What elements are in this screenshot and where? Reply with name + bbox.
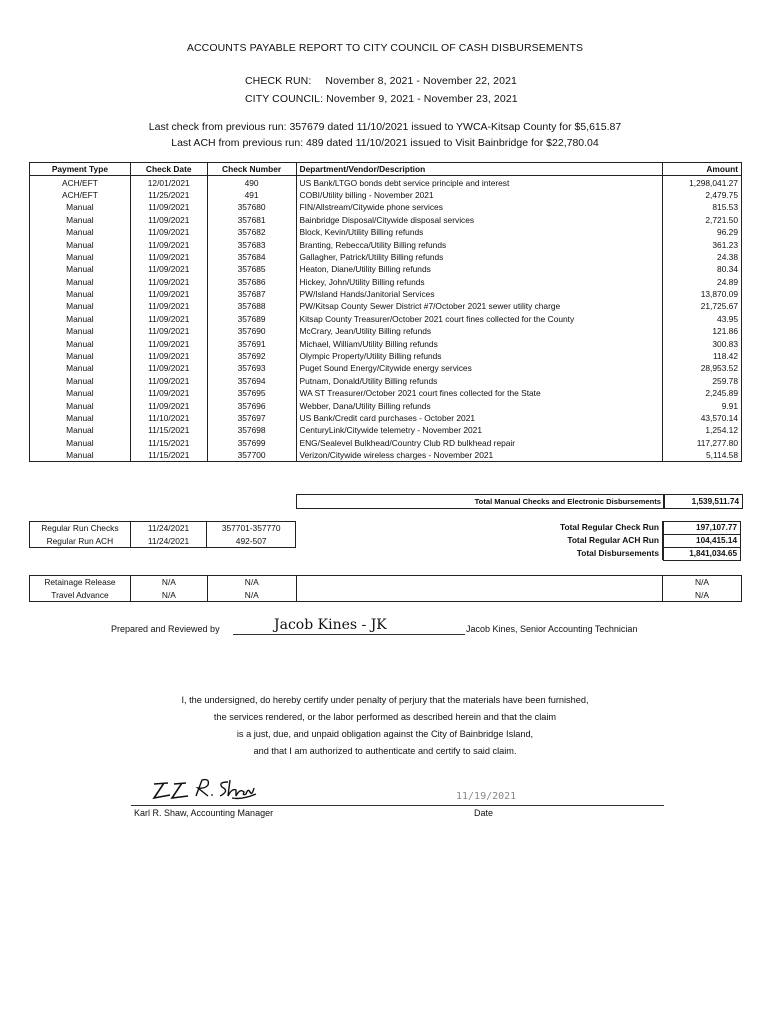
- certification-line-3: is a just, due, and unpaid obligation against the City of Bainbridge Island,: [236, 729, 534, 739]
- table-row: [30, 201, 742, 213]
- table-row: [30, 176, 742, 189]
- cell-payment-type: Manual: [30, 276, 131, 288]
- cell-description: Verizon/Citywide wireless charges - November 2021: [296, 449, 663, 462]
- cell-description: Olympic Property/Utility Billing refunds: [296, 350, 663, 362]
- cell-check-number: 357682: [207, 226, 296, 238]
- cell-amount: 43.95: [663, 313, 742, 325]
- manual-total-value: 1,539,511.74: [691, 497, 739, 506]
- cell-payment-type: Manual: [30, 449, 131, 462]
- cell-description: PW/Island Hands/Janitorial Services: [296, 288, 663, 300]
- cell-amount: 21,725.67: [663, 300, 742, 312]
- cell-payment-type: Manual: [30, 337, 131, 349]
- regular-run-type: Regular Run ACH: [30, 534, 131, 547]
- cell-check-date: 11/09/2021: [130, 201, 207, 213]
- cell-check-date: 11/10/2021: [130, 412, 207, 424]
- last-check-note: Last check from previous run: 357679 dated 11/10/2021 issued to YWCA-Kitsap County for $5,615.87: [148, 121, 622, 133]
- table-row: [30, 412, 742, 424]
- other-item-amount: N/A: [695, 589, 710, 600]
- approval-date-value: 11/19/2021: [456, 791, 517, 802]
- cell-check-date: 11/09/2021: [130, 375, 207, 387]
- cell-description: US Bank/LTGO bonds debt service principle and interest: [296, 176, 663, 189]
- cell-check-date: 11/09/2021: [130, 325, 207, 337]
- cell-amount: 43,570.14: [663, 412, 742, 424]
- cell-amount: 121.86: [663, 325, 742, 337]
- table-row: [30, 399, 742, 411]
- table-body: [30, 176, 742, 462]
- other-item-date: N/A: [130, 576, 207, 589]
- last-ach-note: Last ACH from previous run: 489 dated 11/10/2021 issued to Visit Bainbridge for $22,780.04: [171, 137, 599, 149]
- cell-description: Putnam, Donald/Utility Billing refunds: [296, 375, 663, 387]
- cell-check-number: 357680: [207, 201, 296, 213]
- cell-check-number: 357697: [207, 412, 296, 424]
- cell-description: Michael, William/Utility Billing refunds: [296, 337, 663, 349]
- cell-amount: 5,114.58: [663, 449, 742, 462]
- regular-run-number: 492-507: [235, 535, 267, 546]
- manager-name: Karl R. Shaw, Accounting Manager: [134, 808, 274, 818]
- cell-check-date: 11/15/2021: [130, 437, 207, 449]
- col-payment-type: Payment Type: [30, 163, 131, 176]
- other-items-table: [29, 575, 742, 602]
- cell-check-date: 11/09/2021: [130, 362, 207, 374]
- cell-check-number: 357687: [207, 288, 296, 300]
- cell-check-date: 11/09/2021: [130, 313, 207, 325]
- cell-check-date: 11/09/2021: [130, 399, 207, 411]
- other-items-body: [30, 576, 742, 602]
- cell-payment-type: Manual: [30, 350, 131, 362]
- cell-description: Branting, Rebecca/Utility Billing refunds: [296, 238, 663, 250]
- other-item-row: [30, 576, 742, 589]
- table-row: [30, 325, 742, 337]
- table-row: [30, 350, 742, 362]
- cell-amount: 96.29: [663, 226, 742, 238]
- cell-amount: 2,479.75: [663, 189, 742, 201]
- manual-total-label-box: [296, 494, 665, 509]
- regular-run-date: 11/24/2021: [130, 534, 207, 547]
- table-row: [30, 375, 742, 387]
- regular-run-row: [30, 534, 296, 547]
- cell-check-number: 490: [207, 176, 296, 189]
- table-row: [30, 189, 742, 201]
- cell-description: McCrary, Jean/Utility Billing refunds: [296, 325, 663, 337]
- cell-description: FIN/Allstream/Citywide phone services: [296, 201, 663, 213]
- cell-payment-type: Manual: [30, 313, 131, 325]
- cell-amount: 24.38: [663, 251, 742, 263]
- other-item-desc: [296, 576, 662, 589]
- other-item-amount: N/A: [695, 577, 710, 588]
- cell-check-date: 11/09/2021: [130, 300, 207, 312]
- cell-payment-type: Manual: [30, 412, 131, 424]
- cell-check-date: 11/09/2021: [130, 288, 207, 300]
- prepared-signature: Jacob Kines - JK: [274, 617, 387, 633]
- cell-payment-type: Manual: [30, 288, 131, 300]
- cell-payment-type: Manual: [30, 399, 131, 411]
- prepared-title: Jacob Kines, Senior Accounting Technician: [466, 624, 638, 634]
- regular-run-row: [30, 522, 296, 535]
- cell-amount: 9.91: [663, 399, 742, 411]
- cell-check-number: 357691: [207, 337, 296, 349]
- cell-check-number: 357690: [207, 325, 296, 337]
- cell-check-number: 357688: [207, 300, 296, 312]
- cell-payment-type: Manual: [30, 387, 131, 399]
- prepared-label: Prepared and Reviewed by: [111, 624, 220, 634]
- cell-check-number: 357684: [207, 251, 296, 263]
- check-run-value: November 8, 2021 - November 22, 2021: [325, 75, 517, 87]
- cell-payment-type: Manual: [30, 362, 131, 374]
- signature-scribble-icon: [150, 774, 260, 804]
- cell-check-date: 11/09/2021: [130, 226, 207, 238]
- certification-line-4: and that I am authorized to authenticate and certify to said claim.: [253, 746, 517, 756]
- cell-amount: 1,254.12: [663, 424, 742, 436]
- cell-amount: 24.89: [663, 276, 742, 288]
- cell-description: WA ST Treasurer/October 2021 court fines collected for the State: [296, 387, 663, 399]
- regular-check-total-value: 197,107.77: [663, 521, 741, 535]
- regular-run-date: 11/24/2021: [130, 522, 207, 535]
- table-row: [30, 362, 742, 374]
- certification-text: [0, 692, 770, 760]
- cell-check-number: 357698: [207, 424, 296, 436]
- cell-amount: 13,870.09: [663, 288, 742, 300]
- cell-check-number: 357685: [207, 263, 296, 275]
- table-row: [30, 276, 742, 288]
- cell-check-number: 357686: [207, 276, 296, 288]
- other-item-desc: [296, 588, 662, 601]
- manual-total-label: Total Manual Checks and Electronic Disbursements: [474, 497, 661, 506]
- total-disbursements-label: Total Disbursements: [296, 547, 663, 560]
- cell-description: Puget Sound Energy/Citywide energy services: [296, 362, 663, 374]
- table-row: [30, 300, 742, 312]
- cell-payment-type: Manual: [30, 226, 131, 238]
- regular-totals-values: [663, 521, 741, 561]
- cell-check-number: 357681: [207, 214, 296, 226]
- cell-payment-type: Manual: [30, 375, 131, 387]
- table-row: [30, 449, 742, 462]
- table-row: [30, 387, 742, 399]
- table-row: [30, 424, 742, 436]
- cell-check-number: 491: [207, 189, 296, 201]
- council-line: [245, 93, 518, 105]
- regular-run-body: [30, 522, 296, 548]
- cell-payment-type: Manual: [30, 325, 131, 337]
- regular-check-total-label: Total Regular Check Run: [296, 521, 663, 534]
- cell-payment-type: ACH/EFT: [30, 176, 131, 189]
- cell-amount: 2,245.89: [663, 387, 742, 399]
- cell-check-date: 11/15/2021: [130, 424, 207, 436]
- council-label: CITY COUNCIL:: [245, 93, 324, 105]
- cell-amount: 361.23: [663, 238, 742, 250]
- regular-run-number: 357701-357770: [221, 523, 281, 534]
- cell-description: COBI/Utility billing - November 2021: [296, 189, 663, 201]
- cell-description: US Bank/Credit card purchases - October 2021: [296, 412, 663, 424]
- other-item-date: N/A: [130, 588, 207, 601]
- other-item-type: Travel Advance: [30, 588, 131, 601]
- manual-total-value-box: [663, 494, 743, 509]
- cell-payment-type: Manual: [30, 238, 131, 250]
- cell-description: Gallagher, Patrick/Utility Billing refunds: [296, 251, 663, 263]
- cell-check-date: 11/09/2021: [130, 276, 207, 288]
- cell-check-number: 357683: [207, 238, 296, 250]
- cell-amount: 259.78: [663, 375, 742, 387]
- cell-check-number: 357692: [207, 350, 296, 362]
- cell-check-number: 357696: [207, 399, 296, 411]
- cell-check-date: 11/09/2021: [130, 263, 207, 275]
- cell-check-number: 357693: [207, 362, 296, 374]
- cell-description: ENG/Sealevel Bulkhead/Country Club RD bulkhead repair: [296, 437, 663, 449]
- other-item-row: [30, 588, 742, 601]
- cell-payment-type: Manual: [30, 263, 131, 275]
- approval-date-label: Date: [474, 808, 494, 818]
- cell-description: Heaton, Diane/Utility Billing refunds: [296, 263, 663, 275]
- cell-check-date: 11/09/2021: [130, 387, 207, 399]
- disbursements-table: [29, 162, 742, 462]
- cell-description: PW/Kitsap County Sewer District #7/October 2021 sewer utility charge: [296, 300, 663, 312]
- cell-check-number: 357694: [207, 375, 296, 387]
- regular-run-table: [29, 521, 296, 548]
- cell-check-number: 357695: [207, 387, 296, 399]
- table-row: [30, 437, 742, 449]
- table-row: [30, 226, 742, 238]
- table-row: [30, 313, 742, 325]
- total-disbursements-value: 1,841,034.65: [663, 548, 741, 561]
- cell-check-date: 11/09/2021: [130, 238, 207, 250]
- table-row: [30, 337, 742, 349]
- other-item-number: N/A: [207, 576, 296, 589]
- regular-ach-total-label: Total Regular ACH Run: [296, 534, 663, 547]
- manager-signature: [150, 774, 260, 809]
- cell-check-date: 11/09/2021: [130, 251, 207, 263]
- table-row: [30, 251, 742, 263]
- cell-check-number: 357699: [207, 437, 296, 449]
- col-amount: Amount: [663, 163, 742, 176]
- approval-line: [131, 805, 664, 806]
- cell-amount: 300.83: [663, 337, 742, 349]
- certification-line-2: the services rendered, or the labor performed as described herein and that the claim: [213, 712, 557, 722]
- cell-payment-type: Manual: [30, 300, 131, 312]
- cell-check-date: 11/25/2021: [130, 189, 207, 201]
- cell-description: Kitsap County Treasurer/October 2021 court fines collected for the County: [296, 313, 663, 325]
- cell-payment-type: Manual: [30, 424, 131, 436]
- col-check-date: Check Date: [130, 163, 207, 176]
- cell-amount: 815.53: [663, 201, 742, 213]
- col-check-number: Check Number: [207, 163, 296, 176]
- cell-description: Webber, Dana/Utility Billing refunds: [296, 399, 663, 411]
- cell-check-number: 357689: [207, 313, 296, 325]
- table-row: [30, 288, 742, 300]
- cell-check-date: 11/09/2021: [130, 337, 207, 349]
- table-row: [30, 214, 742, 226]
- cell-check-date: 11/09/2021: [130, 350, 207, 362]
- table-row: [30, 263, 742, 275]
- regular-ach-total-value: 104,415.14: [663, 535, 741, 548]
- cell-amount: 117,277.80: [663, 437, 742, 449]
- cell-payment-type: ACH/EFT: [30, 189, 131, 201]
- cell-amount: 2,721.50: [663, 214, 742, 226]
- cell-payment-type: Manual: [30, 251, 131, 263]
- regular-run-type: Regular Run Checks: [30, 522, 131, 535]
- cell-check-number: 357700: [207, 449, 296, 462]
- regular-totals-labels: [296, 521, 663, 560]
- other-item-number: N/A: [207, 588, 296, 601]
- cell-description: Block, Kevin/Utility Billing refunds: [296, 226, 663, 238]
- col-description: Department/Vendor/Description: [296, 163, 663, 176]
- cell-check-date: 12/01/2021: [130, 176, 207, 189]
- cell-description: Bainbridge Disposal/Citywide disposal services: [296, 214, 663, 226]
- other-item-type: Retainage Release: [30, 576, 131, 589]
- cell-payment-type: Manual: [30, 437, 131, 449]
- cell-description: CenturyLink/Citywide telemetry - November 2021: [296, 424, 663, 436]
- check-run-label: CHECK RUN:: [245, 75, 312, 87]
- cell-payment-type: Manual: [30, 201, 131, 213]
- cell-check-date: 11/15/2021: [130, 449, 207, 462]
- table-row: [30, 238, 742, 250]
- cell-payment-type: Manual: [30, 214, 131, 226]
- check-run-line: [245, 75, 517, 87]
- cell-amount: 118.42: [663, 350, 742, 362]
- cell-description: Hickey, John/Utility Billing refunds: [296, 276, 663, 288]
- cell-amount: 28,953.52: [663, 362, 742, 374]
- cell-check-date: 11/09/2021: [130, 214, 207, 226]
- cell-amount: 1,298,041.27: [663, 176, 742, 189]
- table-header-row: [30, 163, 742, 176]
- report-title: ACCOUNTS PAYABLE REPORT TO CITY COUNCIL OF CASH DISBURSEMENTS: [186, 42, 584, 54]
- council-value: November 9, 2021 - November 23, 2021: [326, 93, 518, 105]
- cell-amount: 80.34: [663, 263, 742, 275]
- certification-line-1: I, the undersigned, do hereby certify under penalty of perjury that the materials have been furnished,: [181, 695, 589, 705]
